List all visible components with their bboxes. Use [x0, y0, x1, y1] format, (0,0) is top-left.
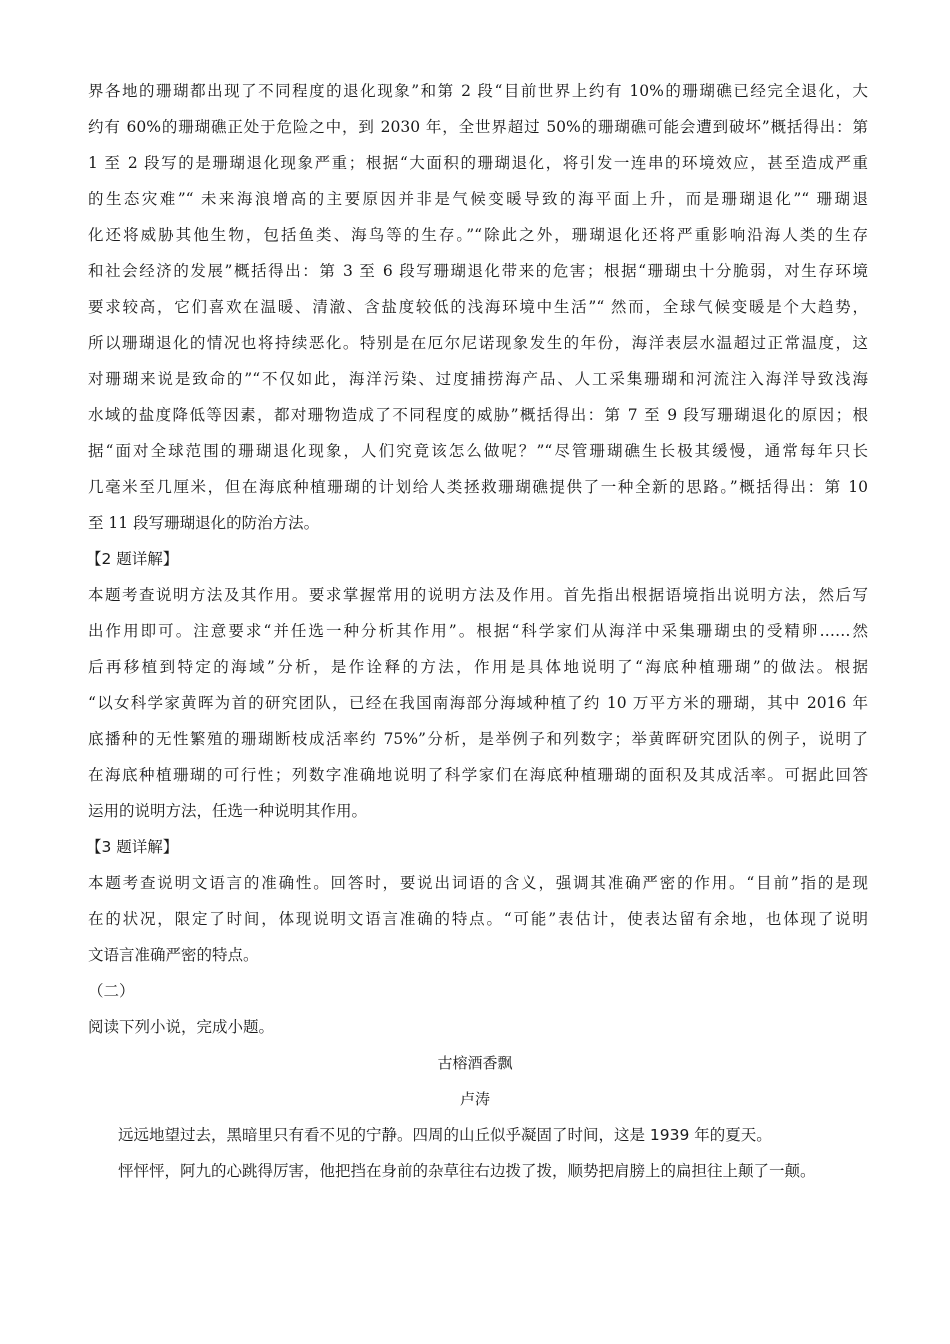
- analysis-line: 水域的盐度降低等因素，都对珊物造成了不同程度的威胁”概括得出：第 7 至 9 段写珊瑚退化的原因；根: [88, 406, 868, 424]
- analysis-line: 据“面对全球范围的珊瑚退化现象，人们究竟该怎么做呢？”“尽管珊瑚礁生长极其缓慢，通常每年只长: [88, 442, 868, 460]
- analysis-line: 和社会经济的发展”概括得出：第 3 至 6 段写珊瑚退化带来的危害；根据“珊瑚虫十分脆弱，对生存环境: [88, 262, 868, 280]
- analysis-line: 1 至 2 段写的是珊瑚退化现象严重；根据“大面积的珊瑚退化，将引发一连串的环境效应，甚至造成严重: [88, 154, 868, 172]
- q2-line: 运用的说明方法，任选一种说明其作用。: [88, 802, 368, 820]
- analysis-line: 所以珊瑚退化的情况也将持续恶化。特别是在厄尔尼诺现象发生的年份，海洋表层水温超过正常温度，这: [88, 334, 868, 352]
- q2-line: 底播种的无性繁殖的珊瑚断枝成活率约 75%”分析，是举例子和列数字；举黄晖研究团队的例子，说明了: [88, 730, 868, 748]
- story-paragraph: 远远地望过去，黑暗里只有看不见的宁静。四周的山丘似乎凝固了时间，这是 1939 年的夏天。: [118, 1126, 772, 1144]
- q2-line: 在海底种植珊瑚的可行性；列数字准确地说明了科学家们在海底种植珊瑚的面积及其成活率。可据此回答: [88, 766, 868, 784]
- q2-line: 后再移植到特定的海域”分析，是作诠释的方法，作用是具体地说明了“海底种植珊瑚”的做法。根据: [88, 658, 868, 676]
- q2-line: “以女科学家黄晖为首的研究团队，已经在我国南海部分海域种植了约 10 万平方米的珊瑚，其中 2016 年: [88, 694, 868, 712]
- q3-heading: 【3 题详解】: [86, 838, 179, 856]
- q3-line: 本题考查说明文语言的准确性。回答时，要说出词语的含义，强调其准确严密的作用。“目前”指的是现: [88, 874, 868, 892]
- reading-instruction: 阅读下列小说，完成小题。: [88, 1018, 275, 1036]
- analysis-line: 界各地的珊瑚都出现了不同程度的退化现象”和第 2 段“目前世界上约有 10%的珊瑚礁已经完全退化，大: [88, 82, 868, 100]
- analysis-line: 约有 60%的珊瑚礁正处于危险之中，到 2030 年，全世界超过 50%的珊瑚礁可能会遭到破坏”概括得出：第: [88, 118, 868, 136]
- q2-line: 本题考查说明方法及其作用。要求掌握常用的说明方法及作用。首先指出根据语境指出说明方法，然后写: [88, 586, 868, 604]
- analysis-line: 至 11 段写珊瑚退化的防治方法。: [88, 514, 320, 532]
- q3-line: 文语言准确严密的特点。: [88, 946, 259, 964]
- q2-heading: 【2 题详解】: [86, 550, 179, 568]
- analysis-line: 对珊瑚来说是致命的”“不仅如此，海洋污染、过度捕捞海产品、人工采集珊瑚和河流注入海洋导致浅海: [88, 370, 868, 388]
- analysis-line: 几毫米至几厘米，但在海底种植珊瑚的计划给人类拯救珊瑚礁提供了一种全新的思路。”概括得出：第 10: [88, 478, 868, 496]
- story-paragraph: 怦怦怦，阿九的心跳得厉害，他把挡在身前的杂草往右边拨了拨，顺势把肩膀上的扁担往上颠了一颠。: [118, 1162, 816, 1180]
- q3-line: 在的状况，限定了时间，体现说明文语言准确的特点。“可能”表估计，使表达留有余地，也体现了说明: [88, 910, 868, 928]
- story-title: 古榕酒香飘: [437, 1054, 513, 1072]
- analysis-line: 化还将威胁其他生物，包括鱼类、海鸟等的生存。”“除此之外，珊瑚退化还将严重影响沿海人类的生存: [88, 226, 868, 244]
- q2-line: 出作用即可。注意要求“并任选一种分析其作用”。根据“科学家们从海洋中采集珊瑚虫的受精卵……然: [88, 622, 868, 640]
- story-author: 卢涛: [459, 1090, 490, 1108]
- part2-heading: （二）: [88, 982, 135, 1000]
- analysis-line: 的生态灾难”“ 未来海浪增高的主要原因并非是气候变暖导致的海平面上升，而是珊瑚退化”“ 珊瑚退: [88, 190, 868, 208]
- analysis-line: 要求较高，它们喜欢在温暖、清澈、含盐度较低的浅海环境中生活”“ 然而，全球气候变暖是个大趋势，: [88, 298, 868, 316]
